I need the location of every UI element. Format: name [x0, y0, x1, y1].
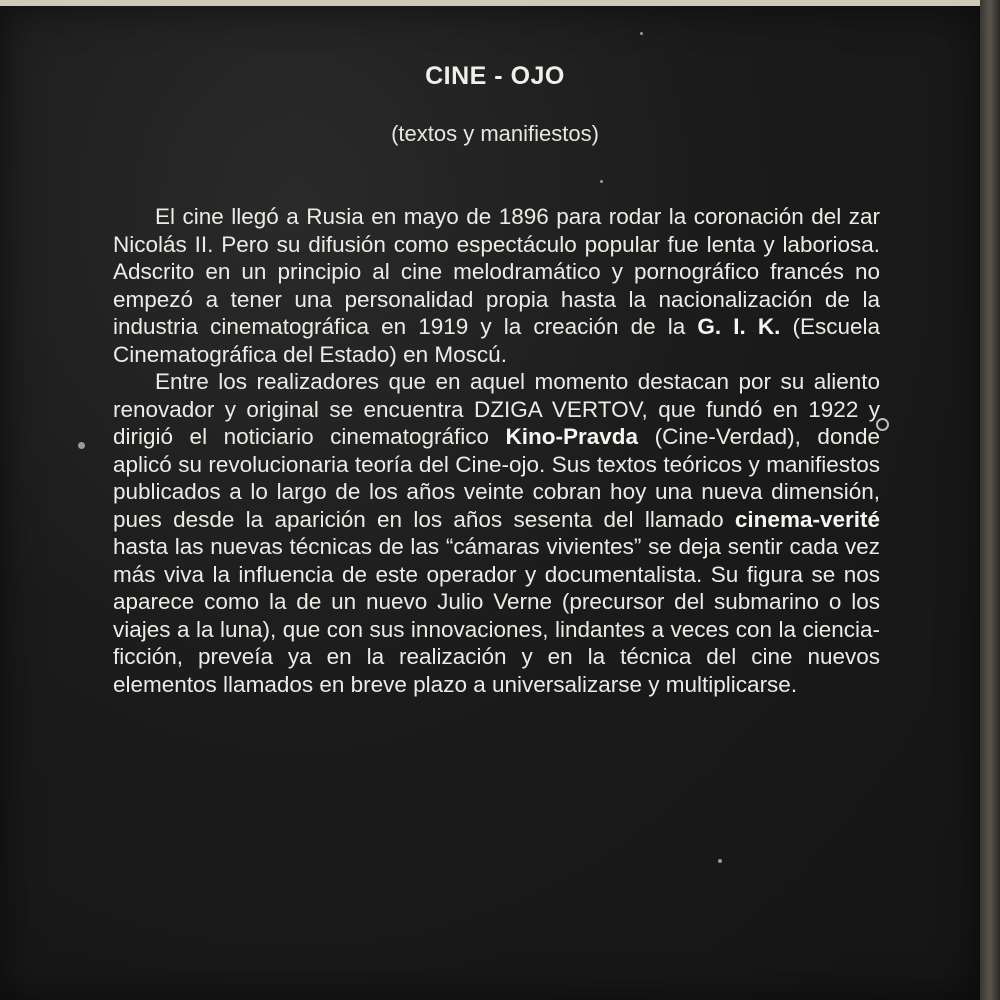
kino-pravda-bold-term: Kino-Pravda: [505, 424, 639, 449]
paragraph-2-text-b: (Cine-Verdad), donde aplicó su revolucionaria teoría del Cine-ojo. Sus textos teóricos y manifiestos publicados a lo largo de los años veinte cobran hoy una nueva dimensión, pues desde la aparición en los años sesenta del llamado: [113, 424, 881, 532]
book-subtitle: (textos y manifiestos): [391, 121, 599, 146]
paragraph-1-text-b: (Escuela Cinematográfica del Estado) en Moscú.: [113, 314, 880, 367]
dust-speck: [600, 180, 603, 183]
dust-speck: [640, 32, 643, 35]
paragraph-2-text-a: Entre los realizadores que en aquel momento destacan por su aliento renovador y original se encuentra DZIGA VERTOV, que fundó en 1922 y dirigió el noticiario cinematográfico: [113, 369, 880, 449]
book-spine-edge: [980, 0, 1000, 1000]
book-title: CINE - OJO: [425, 62, 565, 90]
paragraph-1-text-a: El cine llegó a Rusia en mayo de 1896 para rodar la coronación del zar Nicolás II. Pero su difusión como espectáculo popular fue lenta y laboriosa. Adscrito en un principio al cine melodramático y pornográfico francés no empezó a tener una personalidad propia hasta la nacionalización de la industria cinematográfica en 1919 y la creación de la: [113, 204, 880, 339]
cinema-verite-bold-term: cinema-verité: [734, 506, 880, 532]
blurb-paragraph-2: [113, 368, 880, 698]
blurb-text: [113, 203, 880, 698]
paragraph-2-text-c: hasta las nuevas técnicas de las “cámaras vivientes” se deja sentir cada vez más viva la influencia de este operador y documentalista. Su figura se nos aparece como la de un nuevo Julio Verne (precursor del submarino o los viajes a la luna), que con sus innovaciones, lindantes a veces con la ciencia-ficción, preveía ya en la realización y en la técnica del cine nuevos elementos llamados en breve plazo a universalizarse y multiplicarse.: [113, 534, 880, 697]
dust-speck: [718, 859, 722, 863]
blurb-paragraph-1: [113, 203, 880, 368]
gik-bold-term: G. I. K.: [697, 314, 781, 339]
dust-speck: [78, 442, 85, 449]
